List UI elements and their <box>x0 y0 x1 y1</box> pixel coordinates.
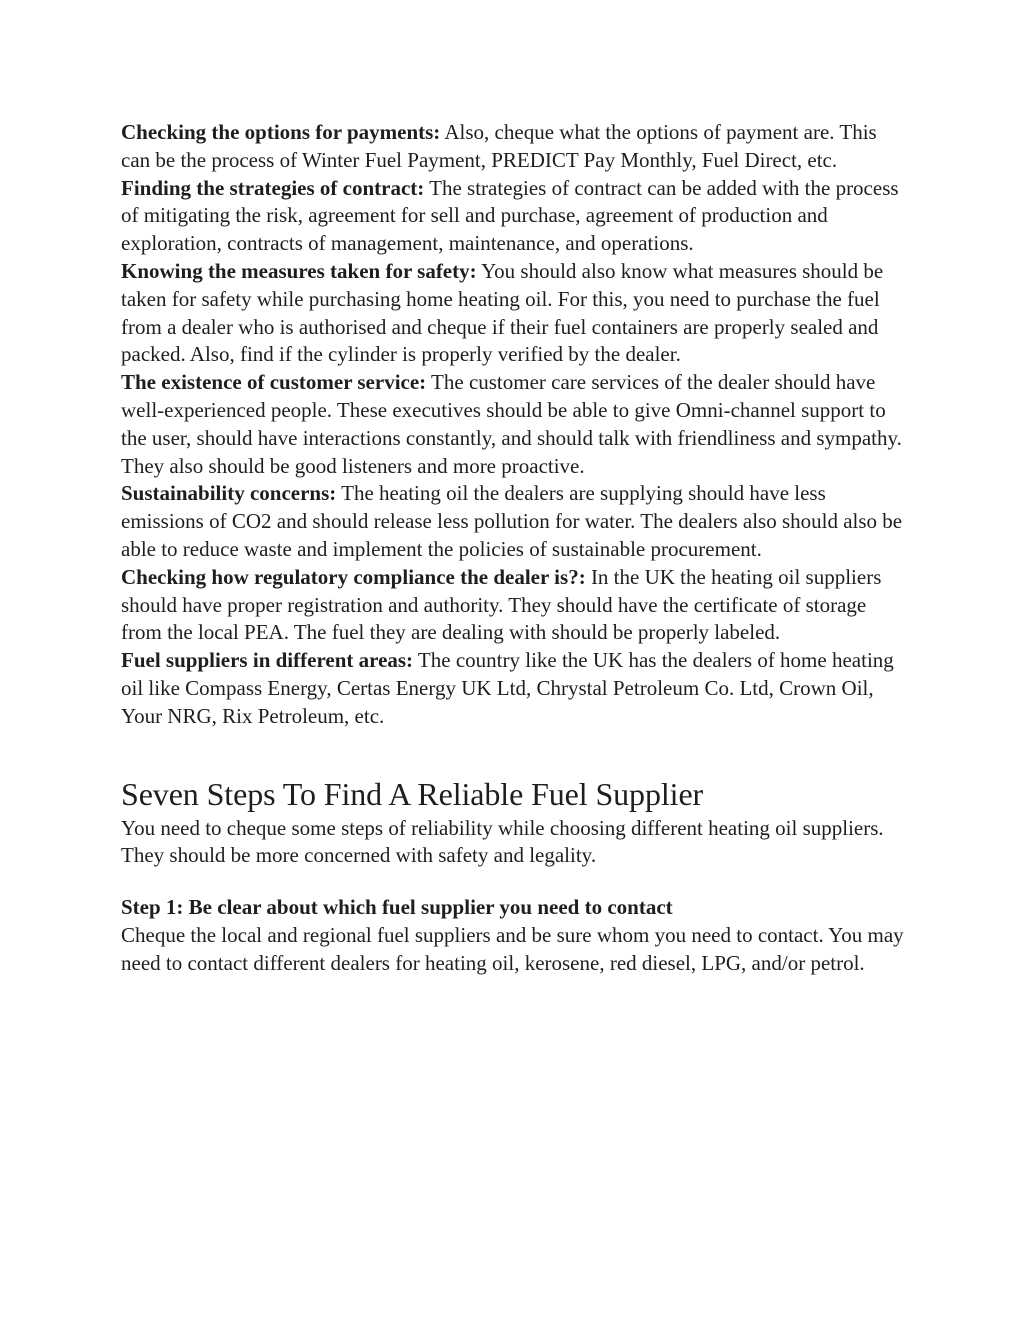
section-title: Finding the strategies of contract: <box>121 175 425 200</box>
section-contract <box>121 175 911 258</box>
section-regulatory <box>121 564 911 647</box>
section-text: The heating oil the dealers are supplying should have less emissions of CO2 and should release less pollution for water. The dealers also should also be able to reduce waste and implement the policies of sustainable procurement. <box>121 481 903 561</box>
section-text: The strategies of contract can be added with the process of mitigating the risk, agreement for sell and purchase, agreement of production and exploration, contracts of management, maintenance, and operations. <box>121 175 899 256</box>
section-text: Also, cheque what the options of payment are. This can be the process of Winter Fuel Payment, PREDICT Pay Monthly, Fuel Direct, etc. <box>121 120 877 172</box>
section-safety <box>121 258 911 369</box>
section-title: Knowing the measures taken for safety: <box>121 258 477 283</box>
section-title: Checking how regulatory compliance the dealer is?: <box>121 564 586 589</box>
section-text: In the UK the heating oil suppliers should have proper registration and authority. They should have the certificate of storage from the local PEA. The fuel they are dealing with should be properly labeled. <box>121 564 882 645</box>
section-title: Fuel suppliers in different areas: <box>121 648 414 673</box>
section-heading: Seven Steps To Find A Reliable Fuel Supplier <box>121 775 704 812</box>
section-payments <box>121 119 911 175</box>
intro-paragraph: You need to cheque some steps of reliability while choosing different heating oil suppliers. They should be more concerned with safety and legality. <box>121 815 884 868</box>
section-text: The customer care services of the dealer should have well-experienced people. These executives should be able to give Omni-channel support to the user, should have interactions constantly, and should talk with friendliness and sympathy. They also should be good listeners and more proactive. <box>121 370 902 478</box>
section-text: You should also know what measures should be taken for safety while purchasing home heating oil. For this, you need to purchase the fuel from a dealer who is authorised and cheque if their fuel containers are properly sealed and packed. Also, find if the cylinder is properly verified by the dealer. <box>121 258 884 367</box>
section-title: Sustainability concerns: <box>121 481 337 506</box>
step-1-body: Cheque the local and regional fuel suppliers and be sure whom you need to contact. You may need to contact different dealers for heating oil, kerosene, red diesel, LPG, and/or petrol. <box>121 922 904 975</box>
step-1-title: Step 1: Be clear about which fuel supplier you need to contact <box>121 895 673 920</box>
section-title: The existence of customer service: <box>121 370 427 395</box>
section-text: The country like the UK has the dealers of home heating oil like Compass Energy, Certas Energy UK Ltd, Chrystal Petroleum Co. Ltd, Crown Oil, Your NRG, Rix Petroleum, etc. <box>121 648 894 728</box>
section-sustainability <box>121 480 911 563</box>
document-page <box>121 119 911 978</box>
section-suppliers-areas <box>121 647 911 730</box>
section-customer-service <box>121 369 911 480</box>
section-title: Checking the options for payments: <box>121 120 441 144</box>
